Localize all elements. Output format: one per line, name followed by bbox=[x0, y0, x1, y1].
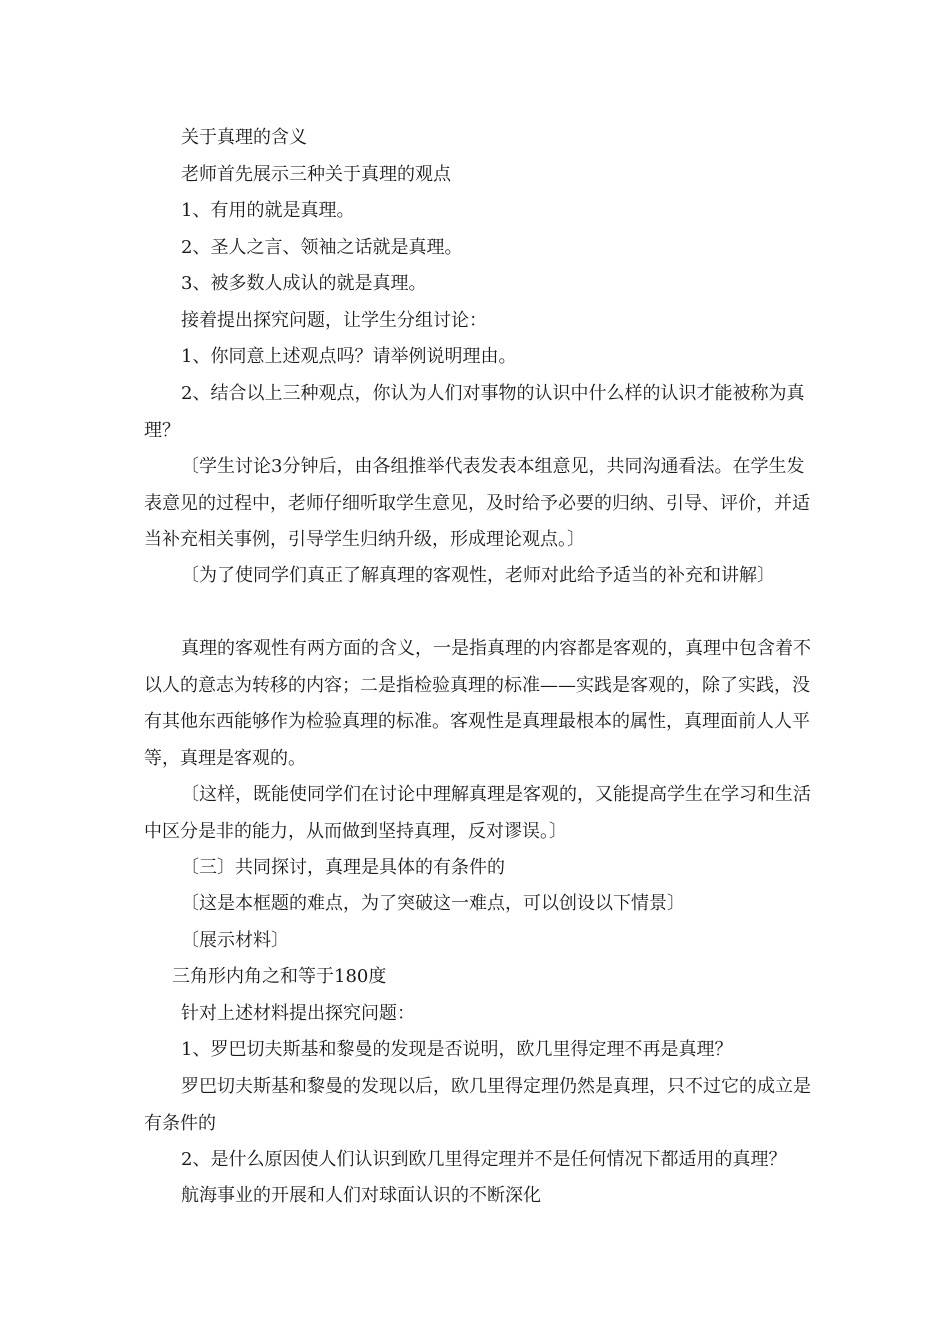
paragraph-inquiry-questions-intro: 针对上述材料提出探究问题： bbox=[181, 1003, 415, 1024]
paragraph-objectivity-explanation: 真理的客观性有两方面的含义，一是指真理的内容都是客观的，真理中包含着不以人的意志为转移的内容；二是指检验真理的标准——实践是客观的，除了实践，没有其他东西能够作为检验真理的标准。客观性是真理最根本的属性，真理面前人人平等，真理是客观的。 bbox=[144, 638, 811, 769]
paragraph-inquiry-intro: 接着提出探究问题，让学生分组讨论： bbox=[181, 310, 487, 331]
paragraph-teacher-shows-views: 老师首先展示三种关于真理的观点 bbox=[181, 164, 451, 185]
paragraph-difficulty-note: 〔这是本框题的难点，为了突破这一难点，可以创设以下情景〕 bbox=[181, 893, 685, 914]
paragraph-answer-1: 罗巴切夫斯基和黎曼的发现以后，欧几里得定理仍然是真理，只不过它的成立是有条件的 bbox=[144, 1076, 811, 1134]
paragraph-view-1: 1、有用的就是真理。 bbox=[181, 200, 355, 221]
paragraph-section-three-heading: 〔三〕共同探讨，真理是具体的有条件的 bbox=[181, 857, 505, 878]
paragraph-supplement-note: 〔为了使同学们真正了解真理的客观性，老师对此给予适当的补充和讲解〕 bbox=[181, 565, 775, 586]
paragraph-truth-meaning-heading: 关于真理的含义 bbox=[181, 127, 307, 148]
paragraph-inquiry-question-2: 2、是什么原因使人们认识到欧几里得定理并不是任何情况下都适用的真理？ bbox=[181, 1149, 787, 1170]
paragraph-answer-2: 航海事业的开展和人们对球面认识的不断深化 bbox=[181, 1185, 541, 1206]
paragraph-view-2: 2、圣人之言、领袖之话就是真理。 bbox=[181, 237, 463, 258]
paragraph-discussion-note: 〔学生讨论3分钟后，由各组推举代表发表本组意见，共同沟通看法。在学生发表意见的过程中，老师仔细听取学生意见，及时给予必要的归纳、引导、评价，并适当补充相关事例，引导学生归纳升级，形成理论观点。〕 bbox=[144, 456, 810, 550]
paragraph-question-2: 2、结合以上三种观点，你认为人们对事物的认识中什么样的认识才能被称为真理？ bbox=[144, 383, 805, 441]
paragraph-triangle-statement: 三角形内角之和等于180度 bbox=[172, 966, 387, 987]
paragraph-show-material: 〔展示材料〕 bbox=[181, 930, 289, 951]
paragraph-purpose-note: 〔这样，既能使同学们在讨论中理解真理是客观的，又能提高学生在学习和生活中区分是非的能力，从而做到坚持真理，反对谬误。〕 bbox=[144, 784, 811, 842]
paragraph-view-3: 3、被多数人成认的就是真理。 bbox=[181, 273, 427, 294]
paragraph-question-1: 1、你同意上述观点吗？请举例说明理由。 bbox=[181, 346, 517, 367]
paragraph-inquiry-question-1: 1、罗巴切夫斯基和黎曼的发现是否说明，欧几里得定理不再是真理？ bbox=[181, 1039, 733, 1060]
